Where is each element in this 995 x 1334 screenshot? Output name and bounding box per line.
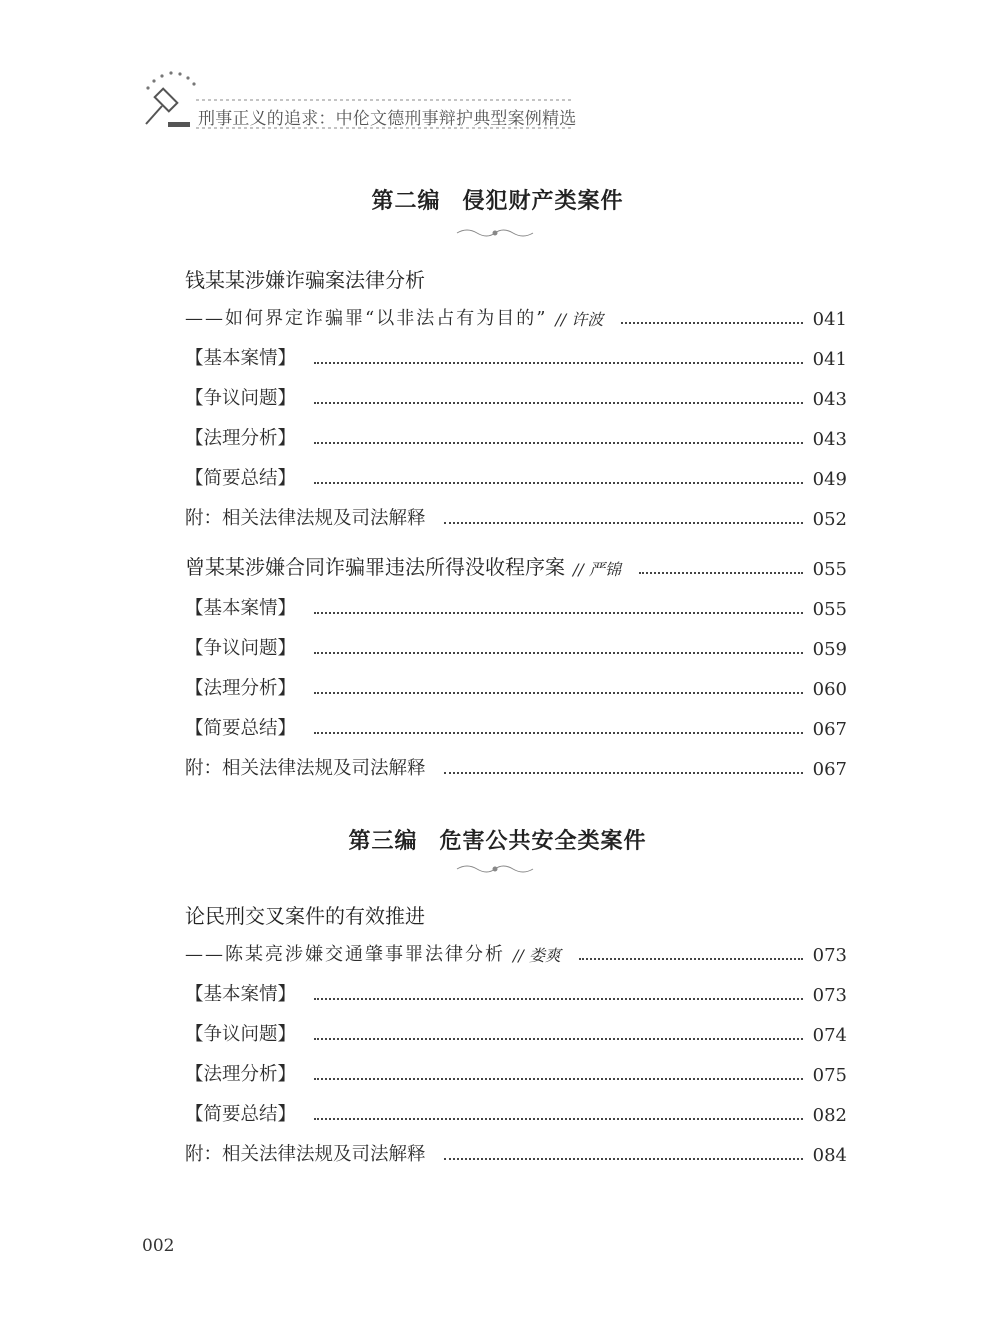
dot-leader (314, 1118, 803, 1120)
section-label: 【法理分析】 (185, 428, 297, 449)
part-heading (0, 824, 995, 855)
page-number: 074 (812, 1025, 847, 1046)
part-number: 第二编 (371, 188, 441, 214)
section-label: 附：相关法律法规及司法解释 (185, 1144, 426, 1165)
section-label: 【争议问题】 (185, 1024, 297, 1045)
dot-leader (314, 652, 803, 654)
dot-leader (314, 692, 803, 694)
page-number: 067 (812, 759, 847, 780)
dot-leader (639, 572, 803, 574)
folio-page-number: 002 (142, 1236, 175, 1256)
dot-leader (314, 442, 803, 444)
toc-entry[interactable] (185, 940, 847, 966)
toc-entry[interactable] (185, 464, 847, 490)
section-label: 附：相关法律法规及司法解释 (185, 508, 426, 529)
toc-entry[interactable] (185, 594, 847, 620)
toc-entry[interactable] (185, 1020, 847, 1046)
page-number: 041 (812, 309, 847, 330)
dot-leader (314, 402, 803, 404)
toc-entry[interactable] (185, 754, 847, 780)
toc-entry[interactable] (185, 1140, 847, 1166)
section-label: 【基本案情】 (185, 348, 297, 369)
page-number: 041 (812, 349, 847, 370)
case-author: // 严锦 (573, 560, 621, 579)
section-label: 【简要总结】 (185, 1104, 297, 1125)
page-number: 043 (812, 389, 847, 410)
page-number: 060 (812, 679, 847, 700)
toc-entry[interactable] (185, 980, 847, 1006)
page-number: 055 (812, 559, 847, 580)
section-label: 【基本案情】 (185, 598, 297, 619)
page-number: 073 (812, 945, 847, 966)
dot-leader (314, 1078, 803, 1080)
case-subtitle: ——如何界定诈骗罪“以非法占有为目的” (185, 308, 548, 329)
dot-leader (444, 772, 803, 774)
section-label: 【基本案情】 (185, 984, 297, 1005)
page-number: 084 (812, 1145, 847, 1166)
dot-leader (444, 1158, 803, 1160)
toc-entry[interactable] (185, 1060, 847, 1086)
part-title: 危害公共安全类案件 (439, 828, 647, 854)
dot-leader (444, 522, 803, 524)
page-number: 075 (812, 1065, 847, 1086)
running-header (138, 68, 578, 140)
case-title[interactable]: 论民刑交叉案件的有效推进 (185, 904, 425, 928)
page-number: 059 (812, 639, 847, 660)
page-number: 073 (812, 985, 847, 1006)
section-label: 【法理分析】 (185, 678, 297, 699)
dot-leader (314, 998, 803, 1000)
page-number: 043 (812, 429, 847, 450)
book-title: 刑事正义的追求：中伦文德刑事辩护典型案例精选 (198, 109, 577, 129)
case-title[interactable]: 钱某某涉嫌诈骗案法律分析 (185, 268, 425, 292)
section-label: 【简要总结】 (185, 718, 297, 739)
part-heading (0, 184, 995, 215)
toc-entry[interactable] (185, 634, 847, 660)
part-number: 第三编 (348, 828, 418, 854)
case-subtitle: ——陈某亮涉嫌交通肇事罪法律分析 (185, 944, 505, 965)
dot-leader (314, 732, 803, 734)
page-number: 055 (812, 599, 847, 620)
toc-entry[interactable] (185, 424, 847, 450)
section-label: 【争议问题】 (185, 388, 297, 409)
dot-leader (314, 612, 803, 614)
flourish-ornament (455, 862, 535, 876)
section-label: 【简要总结】 (185, 468, 297, 489)
toc-entry[interactable] (185, 1100, 847, 1126)
page-number: 049 (812, 469, 847, 490)
dot-leader (314, 1038, 803, 1040)
dot-leader (621, 322, 802, 324)
flourish-ornament (455, 226, 535, 240)
page-number: 082 (812, 1105, 847, 1126)
case-author: // 许波 (555, 310, 604, 329)
toc-entry[interactable] (185, 674, 847, 700)
section-label: 附：相关法律法规及司法解释 (185, 758, 426, 779)
part-title: 侵犯财产类案件 (462, 188, 624, 214)
section-label: 【法理分析】 (185, 1064, 297, 1085)
toc-entry[interactable] (185, 384, 847, 410)
page-number: 052 (812, 509, 847, 530)
dot-leader (314, 482, 803, 484)
toc-entry[interactable] (185, 504, 847, 530)
toc-entry[interactable] (185, 714, 847, 740)
section-label: 【争议问题】 (185, 638, 297, 659)
toc-entry[interactable] (185, 344, 847, 370)
dot-leader (579, 958, 803, 960)
case-title: 曾某某涉嫌合同诈骗罪违法所得没收程序案 (185, 555, 565, 579)
dot-leader (314, 362, 803, 364)
toc-entry[interactable] (185, 304, 847, 330)
toc-entry[interactable] (185, 554, 847, 580)
case-author: // 娄爽 (513, 946, 561, 965)
page-number: 067 (812, 719, 847, 740)
